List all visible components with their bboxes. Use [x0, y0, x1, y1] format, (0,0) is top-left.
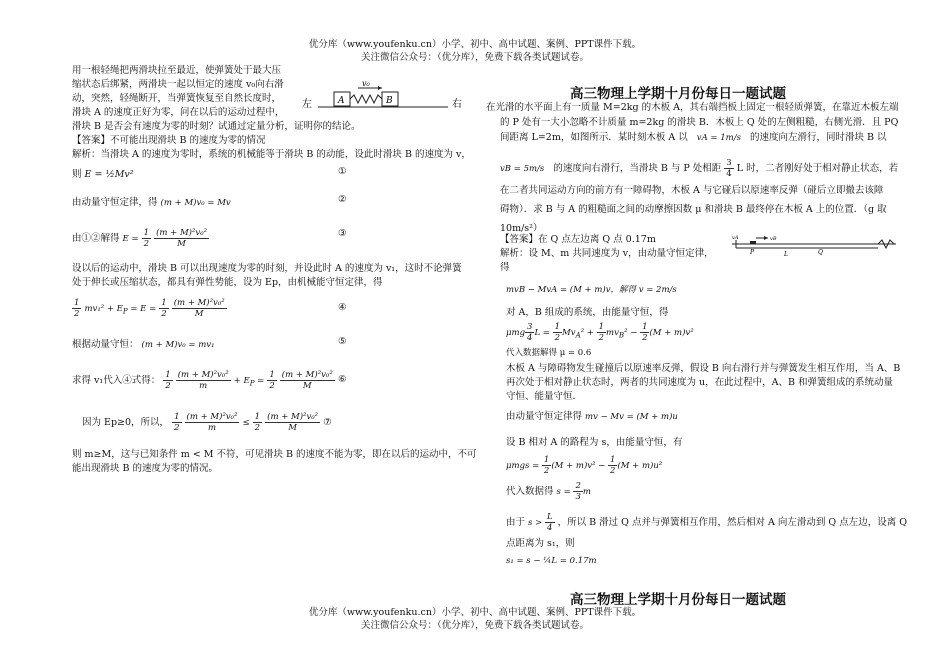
right-eq-d-row [506, 408, 678, 422]
eq2-formula: (m + M)v₀ = Mv [160, 198, 231, 208]
eq3-number: ③ [338, 228, 347, 239]
right-para-3 [506, 362, 900, 404]
figure-block-a: A [338, 96, 345, 106]
right-analysis-2: 得 [500, 262, 510, 273]
eq1-number: ① [338, 166, 347, 177]
right-para-3c: 守恒、能量守恒． [506, 391, 583, 402]
spring-blocks-figure [300, 80, 470, 116]
figure-right-label: 右 [452, 99, 462, 110]
eq5-formula: (m + M)v₀ = mv₁ [141, 340, 215, 350]
right-eq-d: mv − Mv = (M + m)u [585, 412, 678, 422]
right-eq-d-pre: 由动量守恒定律得 [506, 411, 583, 422]
left-para-2 [72, 262, 462, 290]
right-para-4a: 由于 [506, 517, 526, 528]
eq5-row [72, 336, 214, 350]
right-problem-9: 10m/s²） [500, 223, 543, 234]
left-conclusion-2: 能出现滑块 B 的速度为零的情况。 [72, 463, 219, 474]
right-eq-e-pre: 设 B 相对 A 的路程为 s，由能量守恒，有 [506, 437, 683, 448]
eq1-pre: 则 [72, 169, 82, 180]
fig-vb: vB [770, 236, 777, 242]
right-problem-3-row [486, 130, 898, 146]
eq6-row: 求得 v₁代入④式得： $\frac{1}{2}$ $\frac{\text{(m + M)²v₀²}}{m}$ + $E_P$ = $\frac{1}{2}$ $\frac{\text{(m + M)²v₀²}}{M}$ [72, 370, 333, 391]
eq5-pre: 根据动量守恒： [72, 339, 139, 350]
eq7-number: ⑦ [323, 417, 332, 428]
right-problem-3: 间距离 L=2m，如图所示．某时刻木板 A 以 [500, 132, 688, 143]
left-problem-line-2: 缩状态后绑紧，两滑块一起以恒定的速度 v₀向右滑 [72, 79, 284, 90]
left-problem-line-5: 滑块 B 是否会有速度为零的时刻？试通过定量分析，证明你的结论。 [72, 121, 361, 132]
right-problem-2: 的 P 处有一大小忽略不计质量 m=2kg 的滑块 B．木板上 Q 处的左侧粗糙，右侧光滑．且 PQ [500, 117, 899, 128]
footer-line-2: 关注微信公众号：（优分库），免费下载各类试题试卷。 [360, 620, 589, 631]
left-conclusion-1: 则 m≥M，这与已知条件 m < M 不符，可见滑块 B 的速度不能为零，即在以后的运动中，不可 [72, 449, 477, 460]
right-problem-4: 的速度向左滑行，同时滑块 B 以 [749, 132, 887, 143]
eq1-formula: E = ½Mv² [84, 169, 134, 180]
right-problem-1: 在光滑的水平面上有一质量 M=2kg 的木板 A，其右端挡板上固定一根轻质弹簧，在靠近木板左端 [486, 102, 899, 113]
right-answer-block [500, 233, 714, 275]
right-problem-8: 碍物）．求 B 与 A 的粗糙面之间的动摩擦因数 μ 和滑块 B 最终停在木板 A 上的位置．（g 取 [500, 204, 887, 215]
fig-p: P [750, 249, 755, 256]
eq3-pre: 由①②解得 [72, 233, 120, 244]
eq2-number: ② [338, 194, 347, 205]
right-eq-a: mvB − MvA = (M + m)v，解得 v = 2m/s [506, 285, 677, 295]
right-title-2: 高三物理上学期十月份每日一题试题 [570, 592, 786, 607]
right-analysis: 解析：设 M、m 共同速度为 v，由动量守恒定律， [500, 248, 714, 259]
fig-l: L [784, 251, 788, 258]
figure-left-label: 左 [302, 99, 312, 110]
right-problem-7: 在二者共同运动方向的前方有一障碍物，木板 A 与它碰后以原速率反弹（碰后立即撤去该障 [500, 185, 884, 196]
right-problem-5-row: vB = 5m/s 的速度向右滑行，当滑块 B 与 P 处相距 $\frac{3}{4}$ L 时，二者刚好处于相对静止状态，若 [500, 158, 899, 179]
right-problem-5: 的速度向右滑行，当滑块 B 与 P 处相距 [553, 163, 722, 174]
right-para-4-row: 由于 s > $\frac{L}{4}$ ，所以 B 滑过 Q 点并与弹簧相互作用，然后相对 A 向左滑动到 Q 点左边，设离 Q [506, 512, 908, 533]
left-para-2a: 设以后的运动中，滑块 B 可以出现速度为零的时刻，并设此时 A 的速度为 v₁，这时不论弹簧 [72, 263, 462, 274]
right-eq-f-row: 代入数据得 s = $\frac{2}{3}$ m [506, 481, 591, 502]
figure-v-label: v₀ [362, 80, 370, 88]
right-eq-g: s₁ = s − ¼L = 0.17m [506, 556, 597, 566]
left-para-2b: 处于伸长或压缩状态，都具有弹性势能，设为 Ep，由机械能守恒定律，得 [72, 277, 383, 288]
footer-line-1: 优分库（www.youfenku.cn）小学、初中、高中试题、案例、PPT课件下载。 [308, 607, 642, 618]
left-problem-line-1: 用一根轻绳把两滑块拉至最近，使弹簧处于最大压 [72, 65, 282, 76]
header-line-2: 关注微信公众号：（优分库），免费下载各类试题试卷。 [360, 52, 589, 63]
right-eq-b: μmg $\frac{3}{4}$ L = $\frac{1}{2}$ $Mv_A^2$ + $\frac{1}{2}$ $mv_B^2$ − $\frac{1}{2}$ (M + m)v² [506, 322, 694, 343]
right-problem-6: L 时，二者刚好处于相对静止状态，若 [736, 163, 899, 174]
left-answer: 【答案】不可能出现滑块 B 的速度为零的情况 [72, 135, 266, 146]
header-line-1: 优分库（www.youfenku.cn）小学、初中、高中试题、案例、PPT课件下载。 [308, 39, 642, 50]
left-problem-line-4: 滑块 A 的速度正好为零，问在以后的运动过程中， [72, 107, 285, 118]
right-para-4c: 点距离为 s₁，则 [506, 538, 575, 549]
eq6-pre: 求得 v₁代入④式得： [72, 375, 161, 386]
eq7-row: 因为 Ep≥0，所以， $\frac{1}{2}$ $\frac{\text{(m + M)²v₀²}}{m}$ ≤ $\frac{1}{2}$ $\frac{\text{(m + M)²v₀²}}{M}$ ⑦ [82, 412, 332, 433]
eq5-number: ⑤ [338, 336, 347, 347]
eq4-row: $\frac{1}{2}$ $mv_1^2 + E_P = E$ = $\frac{1}{2}$ $\frac{\text{(m + M)²v₀²}}{M}$ [74, 298, 225, 319]
va-value: vA = 1m/s [696, 133, 741, 143]
eq2-pre: 由动量守恒定律，得 [72, 197, 158, 208]
right-title: 高三物理上学期十月份每日一题试题 [570, 86, 786, 101]
left-problem-line-3: 动，突然，轻绳断开，当弹簧恢复至自然长度时， [72, 93, 282, 104]
eq3-row: 由①②解得 E = $\frac{1}{2}$ $\frac{\text{(m + M)²v₀²}}{M}$ [72, 228, 208, 249]
right-para-3b: 再次处于相对静止状态时，两者的共同速度为 u，在此过程中，A、B 和弹簧组成的系统动量 [506, 377, 894, 388]
right-eq-e: μmgs = $\frac{1}{2}$ (M + m)v² − $\frac{1}{2}$ (M + m)u² [506, 455, 663, 476]
right-para-3a: 木板 A 与障碍物发生碰撞后以原速率反弹，假设 B 向右滑行并与弹簧发生相互作用，当 A、B [506, 363, 901, 374]
figure-block-b: B [386, 96, 393, 106]
right-eq-f-pre: 代入数据得 [506, 486, 554, 497]
eq2-row [72, 194, 231, 208]
vb-value: vB = 5m/s [500, 164, 545, 174]
right-eq-c: 代入数据解得 μ = 0.6 [506, 348, 592, 358]
board-figure [728, 234, 900, 258]
fig-va: vA [732, 235, 739, 241]
right-answer: 【答案】在 Q 点左边离 Q 点 0.17m [500, 234, 656, 245]
right-problem [486, 100, 898, 236]
eq6-number: ⑥ [338, 374, 347, 385]
right-eq-b-pre: 对 A，B 组成的系统，由能量守恒，得 [506, 307, 669, 318]
right-para-4 [506, 512, 907, 551]
eq1-row [72, 166, 134, 180]
eq4-number: ④ [338, 302, 347, 313]
right-para-4b: ，所以 B 滑过 Q 点并与弹簧相互作用，然后相对 A 向左滑动到 Q 点左边，设离 Q [557, 517, 908, 528]
left-analysis: 解析：当滑块 A 的速度为零时，系统的机械能等于滑块 B 的动能，设此时滑块 B 的速度为 v， [72, 149, 471, 160]
fig-q: Q [818, 249, 823, 256]
left-conclusion [72, 448, 477, 476]
eq7-pre: 因为 Ep≥0，所以， [82, 417, 170, 428]
